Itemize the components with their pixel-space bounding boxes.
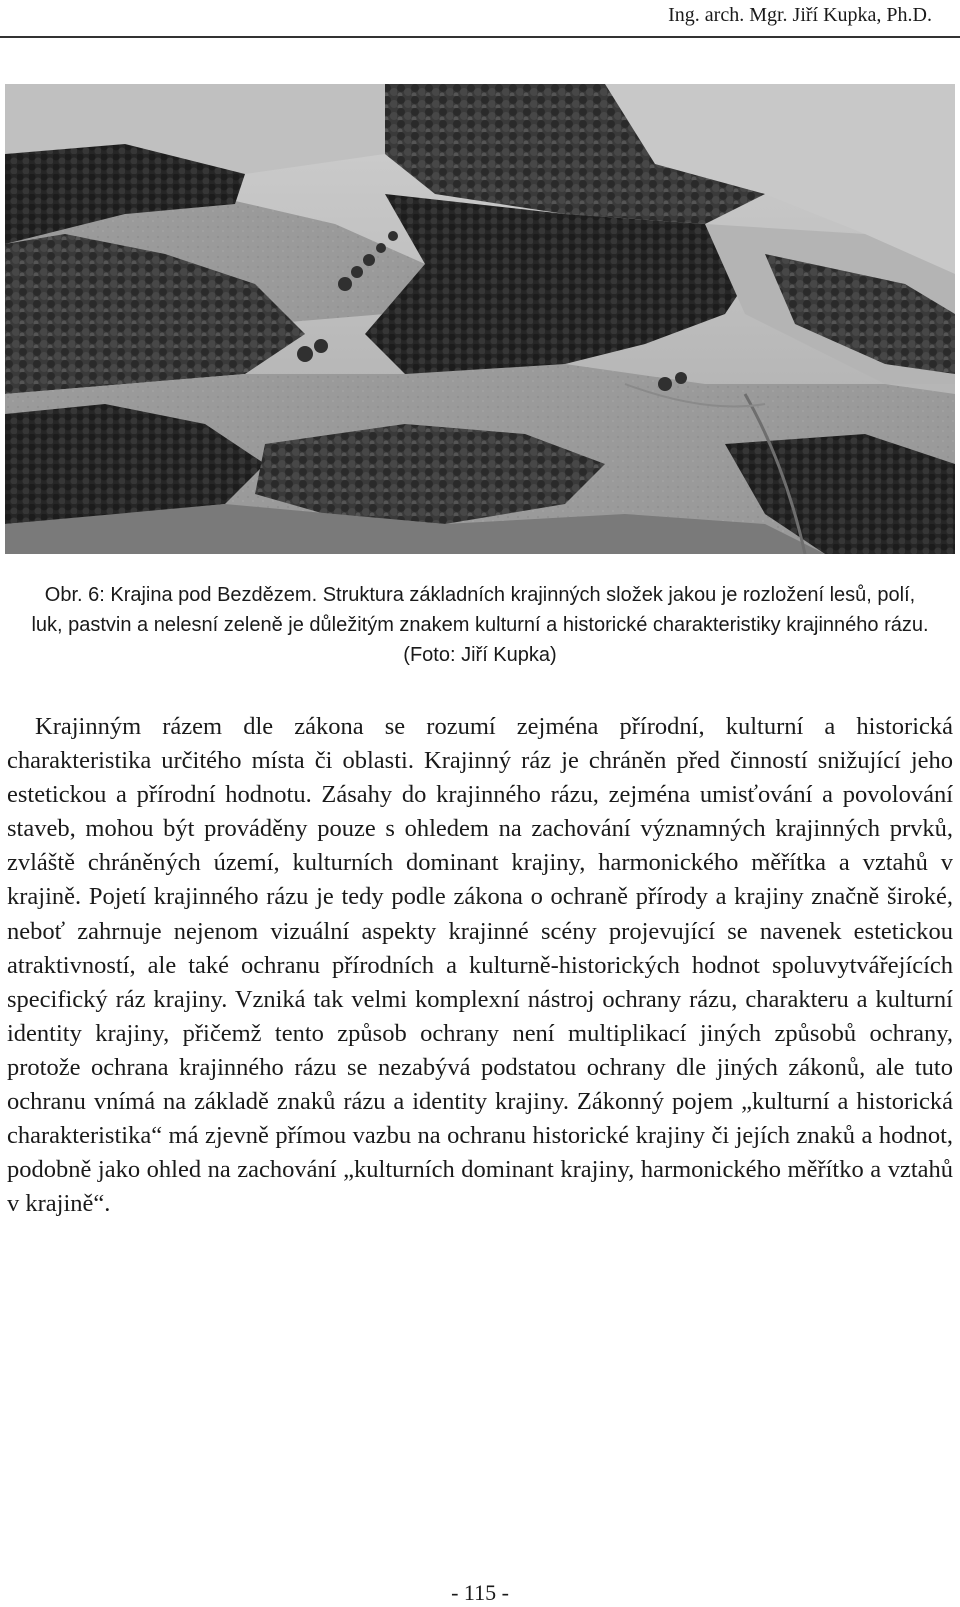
running-header-author: Ing. arch. Mgr. Jiří Kupka, Ph.D. [668,4,932,26]
landscape-photo [5,84,955,554]
page-number: - 115 - [451,1580,509,1605]
landscape-photo-drawing [5,84,955,554]
figure-caption: Obr. 6: Krajina pod Bezdězem. Struktura základních krajinných složek jakou je rozložení lesů, polí, luk, pastvin a nelesní zeleně je důležitým znakem kulturní a historické charakteristiky krajinného rázu. (Foto: Jiří Kupka) [31,584,929,666]
header-rule [0,36,960,38]
body-paragraph: Krajinným rázem dle zákona se rozumí zejména přírodní, kulturní a historická charakteristika určitého místa či oblasti. Krajinný ráz je chráněn před činností snižující jeho estetickou a přírodní hodnotu. Zásahy do krajinného rázu, zejména umisťování a povolování staveb, mohou být prováděny pouze s ohledem na zachování významných krajinných prvků, zvláště chráněných území, kulturních dominant krajiny, harmonického měřítka a vztahů v krajině. Pojetí krajinného rázu je tedy podle zákona o ochraně přírody a krajiny značně široké, neboť zahrnuje nejenom vizuální aspekty krajinné scény projevující se navenek estetickou atraktivností, ale také ochranu přírodních a kulturně-historických hodnot spoluvytvářejících specifický ráz krajiny. Vzniká tak velmi komplexní nástroj ochrany rázu, charakteru a kulturní identity krajiny, přičemž tento způsob ochrany není multiplikací jiných způsobů ochrany, protože ochrana krajinného rázu se nezabývá podstatou ochrany dle jiných zákonů, ale tuto ochranu vnímá na základě znaků rázu a identity krajiny. Zákonný pojem „kulturní a historická charakteristika“ má zjevně přímou vazbu na ochranu historické krajiny či jejích znaků a hodnot, podobně jako ohled na zachování „kulturních dominant krajiny, harmonického měřítko a vztahů v krajině“. [7,713,953,1218]
